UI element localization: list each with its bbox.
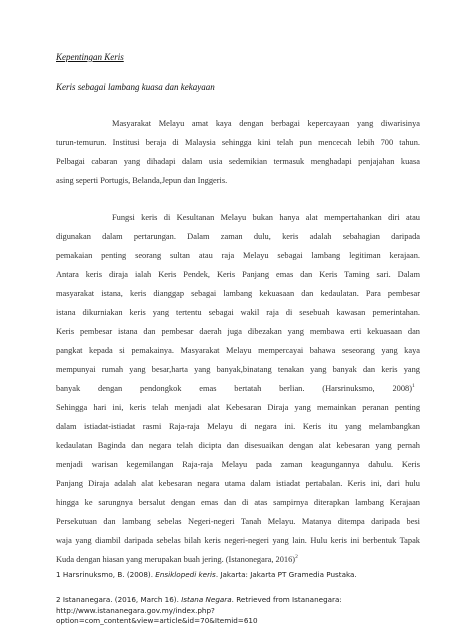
paragraph-line-with-citation — [56, 554, 420, 566]
paragraph-line-with-citation — [56, 383, 420, 395]
footnote-number: 1 — [56, 570, 61, 579]
paragraph-line: mempunyai rumah yang besar,harta yang banyak,binatang tenakan yang banyak dan keris yang — [56, 365, 420, 374]
paragraph-line: digunakan dalam pertarungan. Dalam zaman dulu, keris adalah sebahagian daripada — [56, 232, 420, 241]
footnote-text: Istananegara. (2016, March 16). — [62, 595, 182, 604]
footnote-number: 2 — [56, 595, 61, 604]
paragraph-line: istana dikurniakan keris yang tertentu sebagai wakil raja di sesebuah kawasan pemerintahan. — [56, 308, 420, 317]
paragraph-line: Keris pembesar istana dan pembesar daerah juga dibezakan yang membawa erti kekuasaan dan — [56, 327, 420, 336]
paragraph-line: pemakaian penting seorang sultan atau raja Melayu sebagai lambang legitiman kerajaan. — [56, 251, 420, 260]
paragraph-line: masyarakat istana, keris dianggap sebagai lambang kekuasaan dan kedaulatan. Para pembesar — [56, 289, 420, 298]
paragraph-line: Persekutuan dan lambang sebelas Negeri-negeri Tanah Melayu. Matanya ditempa daripada besi — [56, 517, 420, 526]
paragraph-line: Sehingga hari ini, keris telah menjadi alat Kebesaran Diraja yang memainkan peranan penting — [56, 403, 420, 412]
paragraph-line: Fungsi keris di Kesultanan Melayu bukan hanya alat mempertahankan diri atau — [112, 213, 420, 222]
paragraph-line: dalam istiadat-istiadat rasmi Raja-raja Melayu di negara ini. Keris itu yang melambangkan — [56, 422, 420, 431]
paragraph-line: pangkat kepada si pemakainya. Masyarakat Melayu mempercayai bahawa seseorang yang kaya — [56, 346, 420, 355]
footnote-2 — [56, 595, 436, 627]
footnote-text: Harsrinuksmo, B. (2008). — [62, 570, 156, 579]
paragraph-line: asing seperti Portugis, Belanda,Jepun dan Inggeris. — [56, 176, 228, 185]
footnote-marker[interactable]: 1 — [412, 383, 415, 390]
paragraph-line: banyak dengan pendongkok emas bertatah berlian. (Harsrinuksmo, 2008) — [56, 384, 412, 393]
footnote-source-title: Istana Negara — [181, 595, 232, 604]
footnote-marker[interactable]: 2 — [295, 554, 298, 561]
paragraph-line: Kuda dengan hiasan yang merupakan buah jering. (Istanonegara, 2016) — [56, 555, 296, 564]
section-subtitle: Keris sebagai lambang kuasa dan kekayaan — [56, 82, 215, 92]
paragraph-line: hingga ke sarungnya bersalut dengan emas dan di atas sampirnya diterapkan lambang Kerajaan — [56, 498, 420, 507]
paragraph-line: waja yang diambil daripada sebelas bilah keris negeri-negeri yang lain. Hulu keris ini berbentuk Tapak — [56, 536, 420, 545]
paragraph-line: Panjang Diraja adalah alat kebesaran negara utama dalam istiadat pertabalan. Keris ini, dari hulu — [56, 479, 420, 488]
paragraph-line: turun-temurun. Institusi beraja di Malaysia sehingga kini telah pun mencecah lebih 700 tahun. — [56, 138, 420, 147]
footnote-url[interactable]: option=com_content&view=article&id=70&Itemid=610 — [56, 616, 258, 625]
footnote-url[interactable]: http://www.istananegara.gov.my/index.php? — [56, 605, 215, 615]
paragraph-line: menjadi warisan kegemilangan Raja-raja Melayu pada zaman keagungannya dahulu. Keris — [56, 460, 420, 469]
page-title: Kepentingan Keris — [56, 52, 124, 62]
footnote-1 — [56, 570, 436, 581]
footnote-text: . Jakarta: Jakarta PT Gramedia Pustaka. — [215, 570, 357, 579]
paragraph-line: Antara keris diraja ialah Keris Pendek, Keris Panjang emas dan Keris Taming sari. Dalam — [56, 270, 420, 279]
paragraph-line: kedaulatan Baginda dan negara telah dicipta dan disesuaikan dengan alat kebesaran yang pernah — [56, 441, 420, 450]
footnote-book-title: Ensiklopedi keris — [155, 570, 216, 579]
paragraph-line: Pelbagai cabaran yang dihadapi dalam usia sedemikian termasuk menghadapi penjajahan kuasa — [56, 157, 420, 166]
footnote-text: . Retrieved from Istananegara: — [231, 595, 342, 604]
paragraph-line: Masyarakat Melayu amat kaya dengan berbagai kepercayaan yang diwarisinya — [112, 119, 420, 128]
